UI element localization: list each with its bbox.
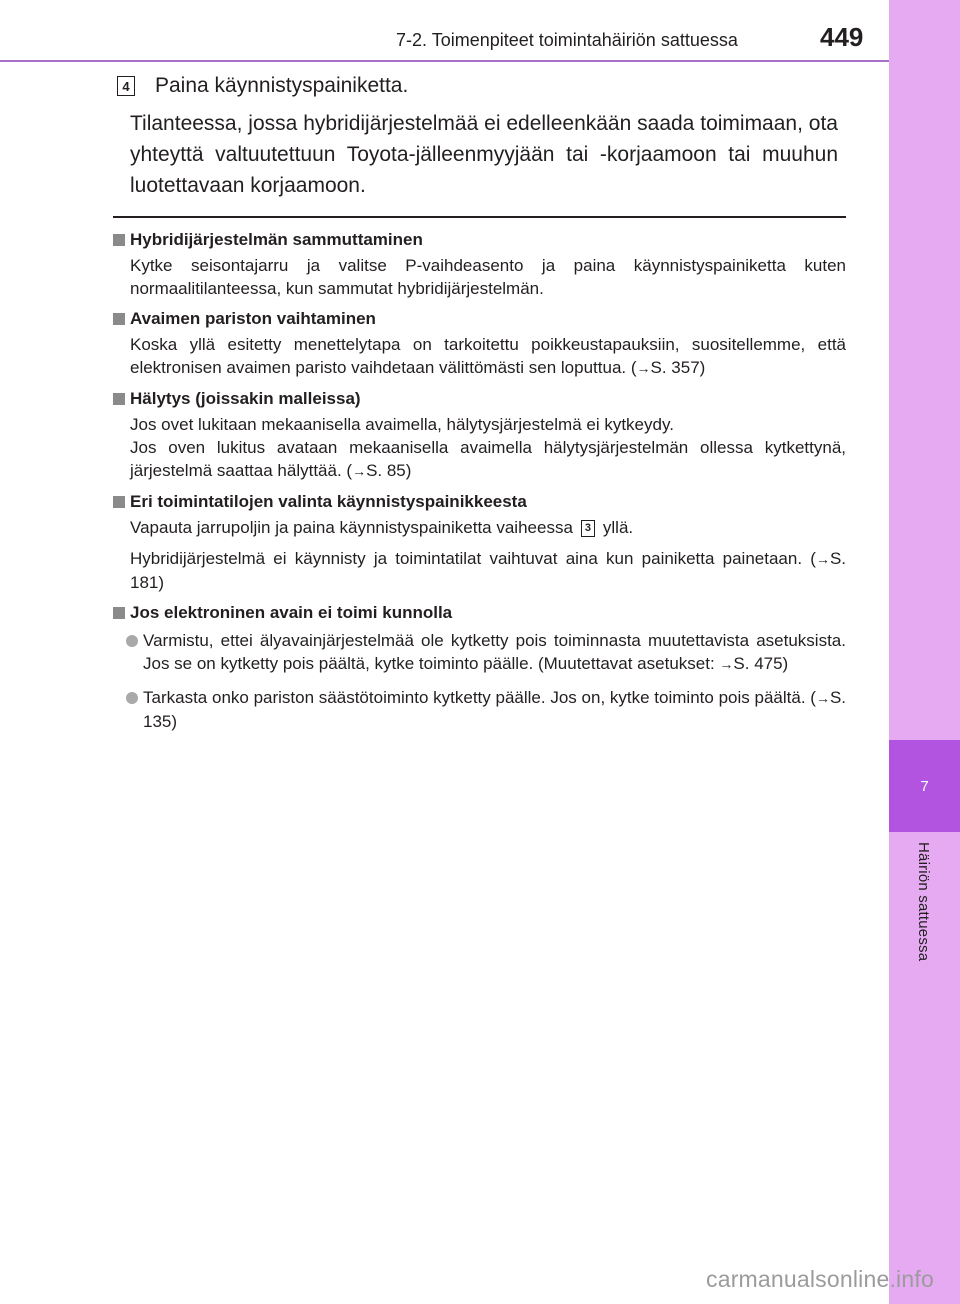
page-reference[interactable]: S. 85) xyxy=(366,461,412,480)
note-battery xyxy=(113,306,846,380)
note-title: Hälytys (joissakin malleissa) xyxy=(130,389,361,408)
chapter-number-tab xyxy=(889,740,960,832)
section-divider xyxy=(113,216,846,218)
note-text: Jos ovet lukitaan mekaanisella avaimella, hälytysjärjestelmä ei kytkeydy. xyxy=(130,415,674,434)
note-shutdown xyxy=(113,227,846,300)
page-reference[interactable]: S. 357) xyxy=(650,358,706,377)
step-reference-box: 3 xyxy=(581,520,595,537)
header-divider xyxy=(0,60,889,62)
section-title: 7-2. Toimenpiteet toimintahäiriön sattuessa xyxy=(396,30,738,50)
note-modes xyxy=(113,489,846,594)
arrow-right-icon: → xyxy=(815,690,830,706)
square-bullet-icon xyxy=(113,607,125,619)
note-key-malfunction xyxy=(113,600,846,733)
arrow-right-icon: → xyxy=(719,656,734,672)
circle-bullet-icon xyxy=(126,635,138,647)
step-number: 4 xyxy=(122,78,130,94)
note-body xyxy=(113,413,846,483)
circle-bullet-icon xyxy=(126,692,138,704)
page-reference[interactable]: S. 181) xyxy=(130,549,846,592)
note-title: Hybridijärjestelmän sammuttaminen xyxy=(130,230,423,249)
chapter-number: 7 xyxy=(920,777,929,795)
bullet-text: Varmistu, ettei älyavainjärjestelmää ole kytketty pois toiminnasta muutettavista asetuksista. Jos se on kytketty pois päältä, kytke toiminto päälle. (Muutettavat asetukset: xyxy=(143,631,846,673)
note-text: Vapauta jarrupoljin ja paina käynnistyspainiketta vaiheessa xyxy=(130,518,573,537)
square-bullet-icon xyxy=(113,313,125,325)
list-item xyxy=(113,629,846,676)
note-text: Hybridijärjestelmä ei käynnisty ja toimintatilat vaihtuvat aina kun painiketta painetaan. ( xyxy=(130,549,816,568)
note-text: Jos oven lukitus avataan mekaanisella avaimella hälytysjärjestelmän ollessa kytkettynä, järjestelmä saattaa hälyttää. ( xyxy=(130,438,846,480)
square-bullet-icon xyxy=(113,234,125,246)
square-bullet-icon xyxy=(113,496,125,508)
watermark: carmanualsonline.info xyxy=(706,1266,934,1292)
list-item xyxy=(113,686,846,733)
arrow-right-icon: → xyxy=(636,360,651,376)
arrow-right-icon: → xyxy=(352,463,367,479)
note-alarm xyxy=(113,386,846,483)
page-reference[interactable]: S. 475) xyxy=(733,654,789,673)
step-instruction: Paina käynnistyspainiketta. xyxy=(155,74,409,97)
step-number-box xyxy=(117,76,135,96)
step-note: Tilanteessa, jossa hybridijärjestelmää ei edelleenkään saada toimimaan, ota yhteyttä valtuutettuun Toyota-jälleenmyyjään tai -korjaamoon tai muuhun luotettavaan korjaamoon. xyxy=(130,112,838,197)
side-tab xyxy=(889,0,960,1304)
note-text: yllä. xyxy=(602,518,634,537)
note-body xyxy=(113,333,846,380)
note-title: Jos elektroninen avain ei toimi kunnolla xyxy=(130,603,453,622)
note-body xyxy=(113,547,846,594)
bullet-text: Tarkasta onko pariston säästötoiminto kytketty päälle. Jos on, kytke toiminto pois päältä. ( xyxy=(143,688,816,707)
note-body xyxy=(113,516,846,539)
note-title: Avaimen pariston vaihtaminen xyxy=(130,309,376,328)
note-body: Kytke seisontajarru ja valitse P-vaihdeasento ja paina käynnistyspainiketta kuten normaalitilanteessa, kun sammutat hybridijärjestelmän. xyxy=(130,256,846,298)
chapter-title: Häiriön sattuessa xyxy=(915,842,932,962)
page-reference[interactable]: S. 135) xyxy=(143,688,846,731)
note-text: Koska yllä esitetty menettelytapa on tarkoitettu poikkeustapauksiin, suositellemme, että elektronisen avaimen paristo vaihdetaan välittömästi sen loputtua. ( xyxy=(130,335,846,377)
arrow-right-icon: → xyxy=(815,551,830,567)
page-number: 449 xyxy=(820,22,864,52)
square-bullet-icon xyxy=(113,393,125,405)
notes-section xyxy=(113,227,846,739)
note-title: Eri toimintatilojen valinta käynnistyspainikkeesta xyxy=(130,492,527,511)
